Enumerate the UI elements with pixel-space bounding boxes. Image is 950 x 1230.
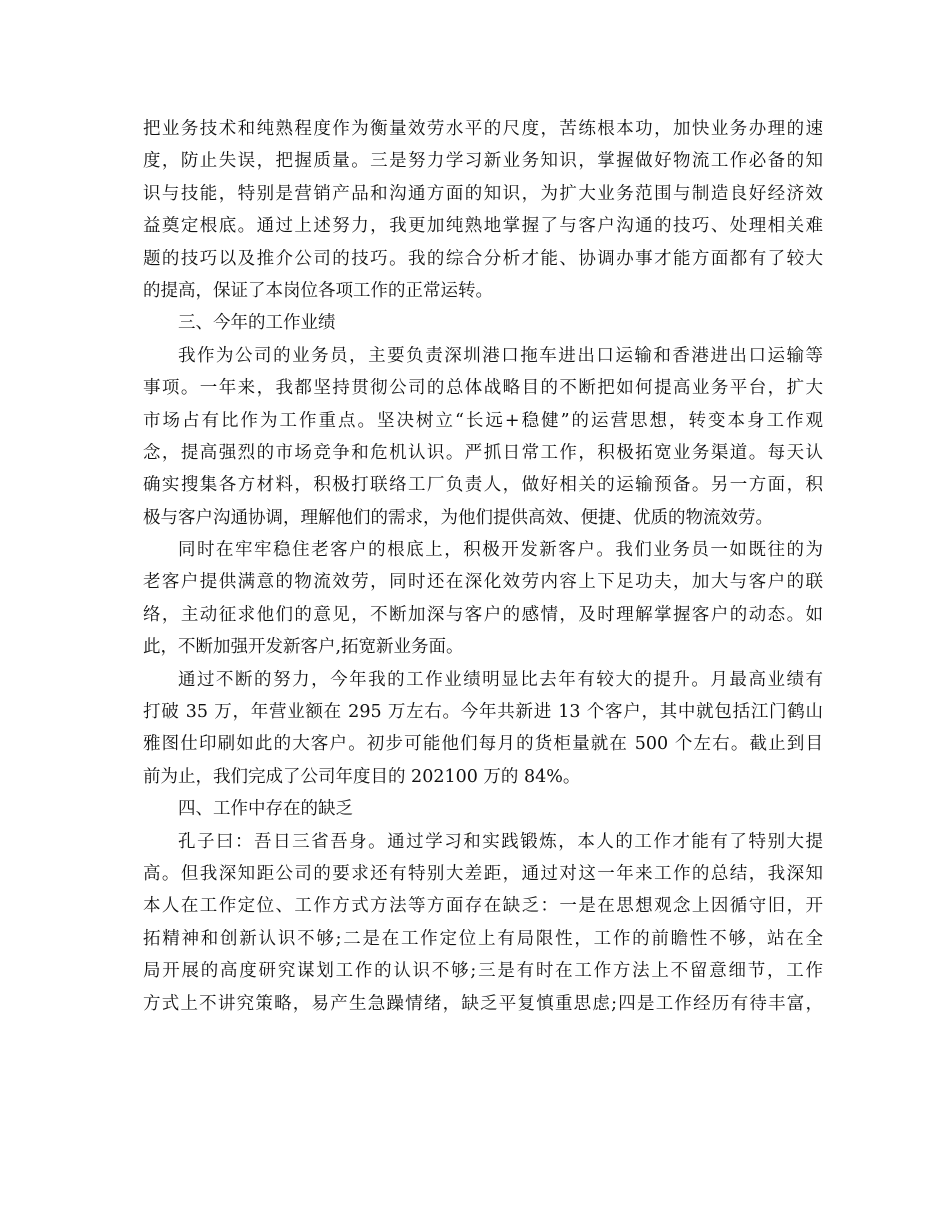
text-line: 益奠定根底。通过上述努力，我更加纯熟地掌握了与客户沟通的技巧、处理相关难 (143, 216, 823, 237)
text-line: 极与客户沟通协调，理解他们的需求，为他们提供高效、便捷、优质的物流效劳。 (143, 507, 773, 528)
text-line: 拓精神和创新认识不够;二是在工作定位上有局限性，工作的前瞻性不够，站在全 (143, 928, 823, 949)
text-line: 题的技巧以及推介公司的技巧。我的综合分析才能、协调办事才能方面都有了较大 (143, 248, 823, 269)
text-line: 通过不断的努力，今年我的工作业绩明显比去年有较大的提升。月最高业绩有 (178, 669, 823, 690)
text-line: 雅图仕印刷如此的大客户。初步可能他们每月的货柜量就在 500 个左右。截止到目 (143, 734, 823, 755)
text-line: 念，提高强烈的市场竞争和危机认识。严抓日常工作，积极拓宽业务渠道。每天认 (143, 442, 823, 463)
text-line: 此，不断加强开发新客户,拓宽新业务面。 (143, 637, 464, 658)
section-heading: 四、工作中存在的缺乏 (178, 799, 353, 820)
text-line: 方式上不讲究策略，易产生急躁情绪，缺乏平复慎重思虑;四是工作经历有待丰富， (143, 993, 823, 1014)
text-line: 同时在牢牢稳住老客户的根底上，积极开发新客户。我们业务员一如既往的为 (178, 540, 823, 561)
document-body (143, 113, 823, 1020)
text-line: 孔子曰：吾日三省吾身。通过学习和实践锻炼，本人的工作才能有了特别大提 (178, 831, 823, 852)
text-line: 市场占有比作为工作重点。坚决树立“长远+稳健”的运营思想，转变本身工作观 (143, 410, 823, 431)
text-line: 把业务技术和纯熟程度作为衡量效劳水平的尺度，苦练根本功，加快业务办理的速 (143, 119, 823, 139)
text-line: 本人在工作定位、工作方式方法等方面存在缺乏：一是在思想观念上因循守旧，开 (143, 896, 823, 917)
text-line: 打破 35 万，年营业额在 295 万左右。今年共新进 13 个客户，其中就包括江门鹤山 (143, 702, 823, 723)
text-line: 的提高，保证了本岗位各项工作的正常运转。 (143, 280, 493, 301)
text-line: 确实搜集各方材料，积极打联络工厂负责人，做好相关的运输预备。另一方面，积 (143, 475, 823, 496)
text-line: 络，主动征求他们的意见，不断加深与客户的感情，及时理解掌握客户的动态。如 (143, 604, 823, 625)
text-line: 度，防止失误，把握质量。三是努力学习新业务知识，掌握做好物流工作必备的知 (143, 151, 823, 172)
text-line: 局开展的高度研究谋划工作的认识不够;三是有时在工作方法上不留意细节，工作 (143, 961, 823, 982)
text-line: 前为止，我们完成了公司年度目的 202100 万的 84%。 (143, 766, 581, 787)
text-line: 老客户提供满意的物流效劳，同时还在深化效劳内容上下足功夫，加大与客户的联 (143, 572, 823, 593)
text-line: 事项。一年来，我都坚持贯彻公司的总体战略目的不断把如何提高业务平台，扩大 (143, 378, 823, 399)
text-line: 识与技能，特别是营销产品和沟通方面的知识，为扩大业务范围与制造良好经济效 (143, 183, 823, 204)
text-line: 我作为公司的业务员，主要负责深圳港口拖车进出口运输和香港进出口运输等 (178, 345, 823, 366)
text-line: 高。但我深知距公司的要求还有特别大差距，通过对这一年来工作的总结，我深知 (143, 863, 823, 884)
section-heading: 三、今年的工作业绩 (178, 313, 336, 334)
